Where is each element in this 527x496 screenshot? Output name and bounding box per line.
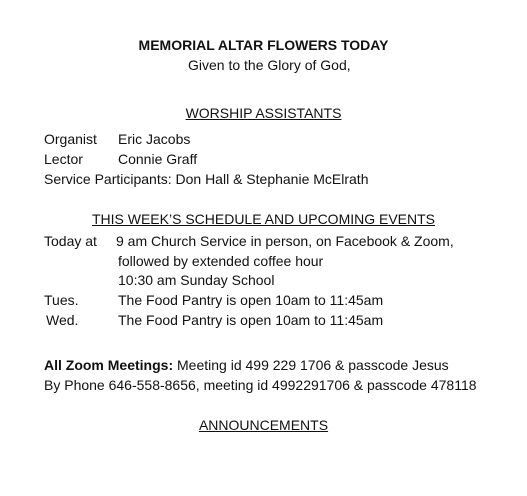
memorial-subtitle: Given to the Glory of God, [188,57,351,73]
worship-assistants-heading: WORSHIP ASSISTANTS [185,105,342,121]
zoom-label: All Zoom Meetings: [44,357,174,373]
organist-name: Eric Jacobs [118,131,191,147]
schedule-heading: THIS WEEK’S SCHEDULE AND UPCOMING EVENTS [91,211,436,227]
today-line: 10:30 am Sunday School [118,272,275,288]
tues-label: Tues. [44,292,79,308]
service-participants: Service Participants: Don Hall & Stephanie McElrath [44,171,369,187]
organist-label: Organist [44,131,97,147]
zoom-phone: By Phone 646-558-8656, meeting id 4992291706 & passcode 478118 [44,377,477,393]
zoom-line [44,356,449,374]
today-line: followed by extended coffee hour [118,253,324,269]
wed-label: Wed. [46,312,79,328]
tues-text: The Food Pantry is open 10am to 11:45am [118,292,384,308]
lector-label: Lector [44,151,83,167]
lector-name: Connie Graff [118,151,198,167]
today-label: Today at [44,233,97,249]
today-line: 9 am Church Service in person, on Facebook & Zoom, [116,233,454,249]
wed-text: The Food Pantry is open 10am to 11:45am [118,312,384,328]
zoom-text: Meeting id 499 229 1706 & passcode Jesus [173,357,449,373]
announcements-heading: ANNOUNCEMENTS [198,417,329,433]
memorial-title: MEMORIAL ALTAR FLOWERS TODAY [138,37,389,53]
